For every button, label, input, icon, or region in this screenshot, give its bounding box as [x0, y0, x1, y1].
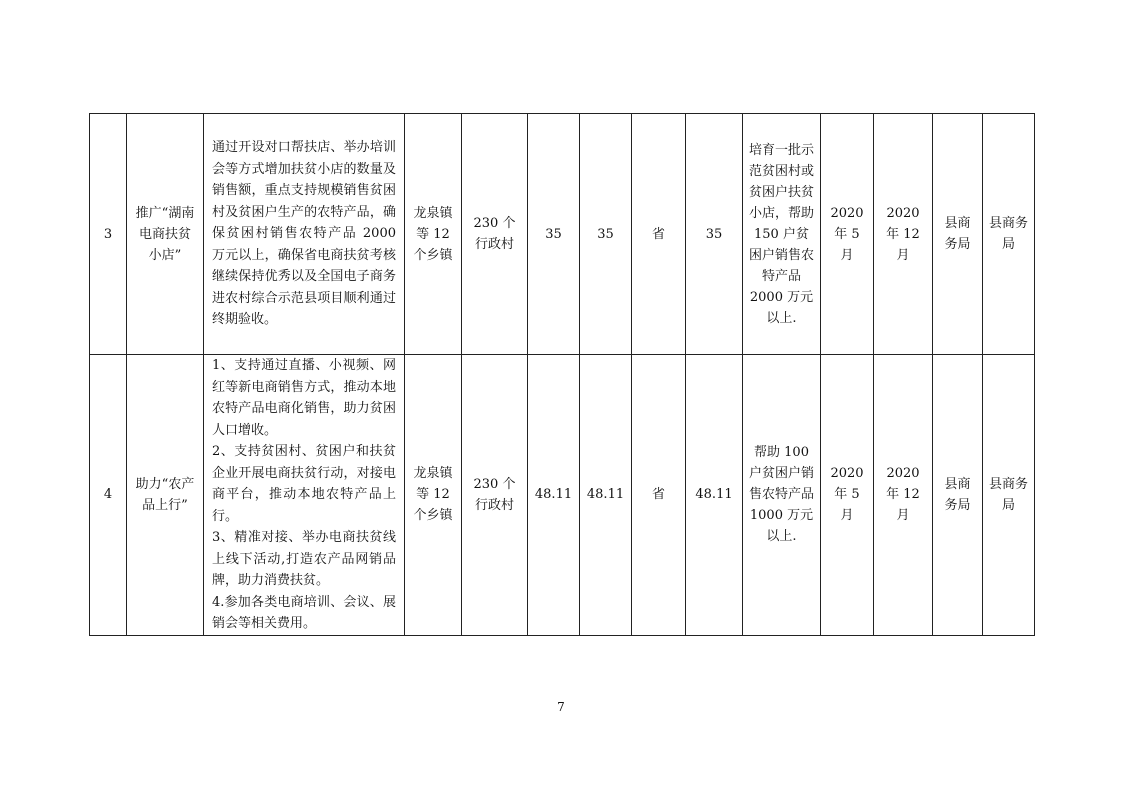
goal-cell: 培育一批示范贫困村或贫困户扶贫小店，帮助 150 户贫困户销售农特产品 2000 万元以上.	[743, 114, 821, 355]
table-row	[90, 114, 1035, 355]
implementing-dept-cell: 县商务局	[983, 355, 1035, 636]
row-number-cell: 4	[90, 355, 127, 636]
project-content-cell	[204, 355, 405, 636]
fund-amount-cell: 48.11	[580, 355, 632, 636]
fund-source-cell: 省	[632, 114, 686, 355]
content-paragraph: 4.参加各类电商培训、会议、展销会等相关费用。	[212, 594, 396, 631]
location-cell: 龙泉镇等 12 个乡镇	[405, 114, 462, 355]
implementing-dept-cell: 县商务局	[983, 114, 1035, 355]
scope-cell: 230 个行政村	[462, 355, 528, 636]
location-cell: 龙泉镇等 12 个乡镇	[405, 355, 462, 636]
start-date-cell: 2020 年 5 月	[821, 114, 874, 355]
total-investment-cell: 35	[528, 114, 580, 355]
row-number-cell: 3	[90, 114, 127, 355]
fund-source-cell: 省	[632, 355, 686, 636]
goal-cell: 帮助 100 户贫困户销售农特产品 1000 万元以上.	[743, 355, 821, 636]
table-row	[90, 355, 1035, 636]
responsible-dept-cell: 县商务局	[933, 355, 983, 636]
fund-value-cell: 35	[686, 114, 743, 355]
content-paragraph: 2、支持贫困村、贫困户和扶贫企业开展电商扶贫行动，对接电商平台，推动本地农特产品上行。	[212, 444, 396, 524]
scope-cell: 230 个行政村	[462, 114, 528, 355]
total-investment-cell: 48.11	[528, 355, 580, 636]
fund-value-cell: 48.11	[686, 355, 743, 636]
project-name-cell: 推广“湖南电商扶贫小店”	[127, 114, 204, 355]
fund-amount-cell: 35	[580, 114, 632, 355]
end-date-cell: 2020 年 12 月	[874, 355, 933, 636]
responsible-dept-cell: 县商务局	[933, 114, 983, 355]
start-date-cell: 2020 年 5 月	[821, 355, 874, 636]
content-paragraph: 1、支持通过直播、小视频、网红等新电商销售方式，推动本地农特产品电商化销售，助力贫困人口增收。	[212, 358, 396, 438]
page-number: 7	[557, 700, 565, 714]
project-name-cell: 助力“农产品上行”	[127, 355, 204, 636]
end-date-cell: 2020 年 12 月	[874, 114, 933, 355]
content-paragraph: 通过开设对口帮扶店、举办培训会等方式增加扶贫小店的数量及销售额，重点支持规模销售贫困村及贫困户生产的农特产品，确保贫困村销售农特产品 2000 万元以上，确保省电商扶贫考核继续保持优秀以及全国电子商务进农村综合示范县项目顺利通过终期验收。	[212, 140, 396, 328]
project-content-cell	[204, 114, 405, 355]
project-table	[89, 113, 1035, 636]
content-paragraph: 3、精准对接、举办电商扶贫线上线下活动,打造农产品网销品牌，助力消费扶贫。	[212, 530, 396, 588]
